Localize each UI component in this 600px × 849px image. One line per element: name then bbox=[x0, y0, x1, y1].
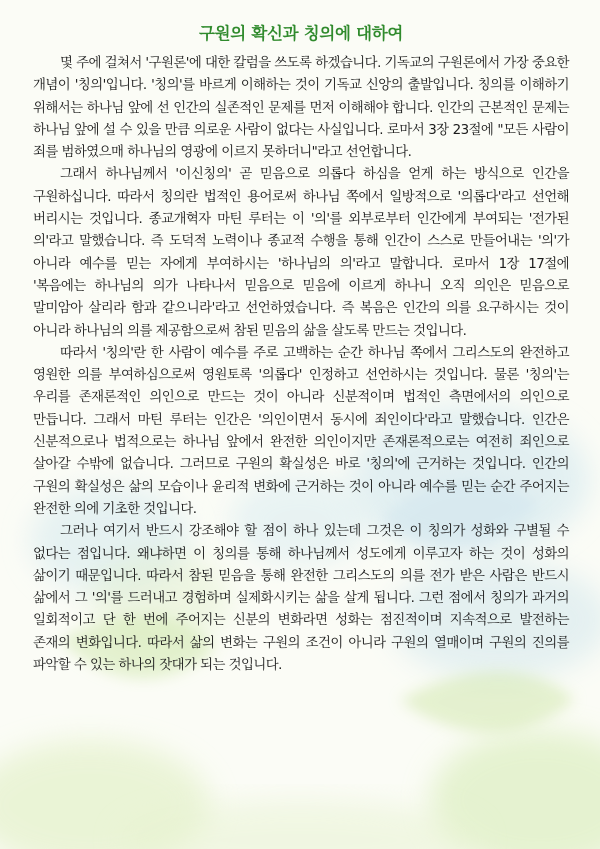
paragraph-3: 따라서 '칭의'란 한 사람이 예수를 주로 고백하는 순간 하나님 쪽에서 그리스도의 완전하고 영원한 의를 부여하심으로써 영원토록 '의롭다' 인정하고 선언하시는 것입니다. 물론 '칭의'는 우리를 존재론적인 의인으로 만드는 것이 아니라 신분적이며 법적인 측면에서의 의인으로 만듭니다. 그래서 마틴 루터는 인간은 '의인이면서 동시에 죄인이다'라고 말했습니다. 인간은 신분적으로나 법적으로는 하나님 앞에서 완전한 의인이지만 존재론적으로는 여전히 죄인으로 살아갈 수밖에 없습니다. 그러므로 구원의 확실성은 바로 '칭의'에 근거하는 것입니다. 인간의 구원의 확실성은 삶의 모습이나 윤리적 변화에 근거하는 것이 아니라 예수를 믿는 순간 주어지는 완전한 의에 기초한 것입니다. bbox=[33, 345, 569, 517]
paragraph-1: 몇 주에 걸쳐서 '구원론'에 대한 칼럼을 쓰도록 하겠습니다. 기독교의 구원론에서 가장 중요한 개념이 '칭의'입니다. '칭의'를 바르게 이해하는 것이 기독교 신앙의 출발입니다. 칭의를 이해하기 위해서는 하나님 앞에 선 인간의 실존적인 문제를 먼저 이해해야 합니다. 인간의 근본적인 문제는 하나님 앞에 설 수 있을 만큼 의로운 사람이 없다는 사실입니다. 로마서 3장 23절에 "모든 사람이 죄를 범하였으매 하나님의 영광에 이르지 못하더니"라고 선언합니다. bbox=[33, 56, 569, 161]
paragraph-2: 그래서 하나님께서 '이신칭의' 곧 믿음으로 의롭다 하심을 얻게 하는 방식으로 인간을 구원하십니다. 따라서 칭의란 법적인 용어로써 하나님 쪽에서 일방적으로 '의롭다'라고 선언해 버리시는 것입니다. 종교개혁자 마틴 루터는 이 '의'를 외부로부터 인간에게 부여되는 '전가된 의'라고 말했습니다. 즉 도덕적 노력이나 종교적 수행을 통해 인간이 스스로 만들어내는 '의'가 아니라 예수를 믿는 자에게 부여하시는 '하나님의 의'라고 말합니다. 로마서 1장 17절에 '복음에는 하나님의 의가 나타나서 믿음으로 믿음에 이르게 하나니 오직 의인은 믿음으로 말미암아 살리라 함과 같으니라'라고 선언하였습니다. 즉 복음은 인간의 의를 요구하시는 것이 아니라 하나님의 의를 제공함으로써 참된 믿음의 삶을 살도록 만드는 것입니다. bbox=[33, 167, 569, 339]
paragraph-4: 그러나 여기서 반드시 강조해야 할 점이 하나 있는데 그것은 이 칭의가 성화와 구별될 수 없다는 점입니다. 왜냐하면 이 칭의를 통해 하나님께서 성도에게 이루고자 하는 것이 성화의 삶이기 때문입니다. 따라서 참된 믿음을 통해 완전한 그리스도의 의를 전가 받은 사람은 반드시 삶에서 그 '의'를 드러내고 경험하며 실제화시키는 삶을 살게 됩니다. 그런 점에서 칭의가 과거의 일회적이고 단 한 번에 주어지는 신분의 변화라면 성화는 점진적이며 지속적으로 발전하는 존재의 변화입니다. 따라서 삶의 변화는 구원의 조건이 아니라 구원의 열매이며 구원의 진의를 파악할 수 있는 하나의 잣대가 되는 것입니다. bbox=[33, 524, 569, 674]
article-title: 구원의 확신과 칭의에 대하여 bbox=[198, 24, 403, 43]
